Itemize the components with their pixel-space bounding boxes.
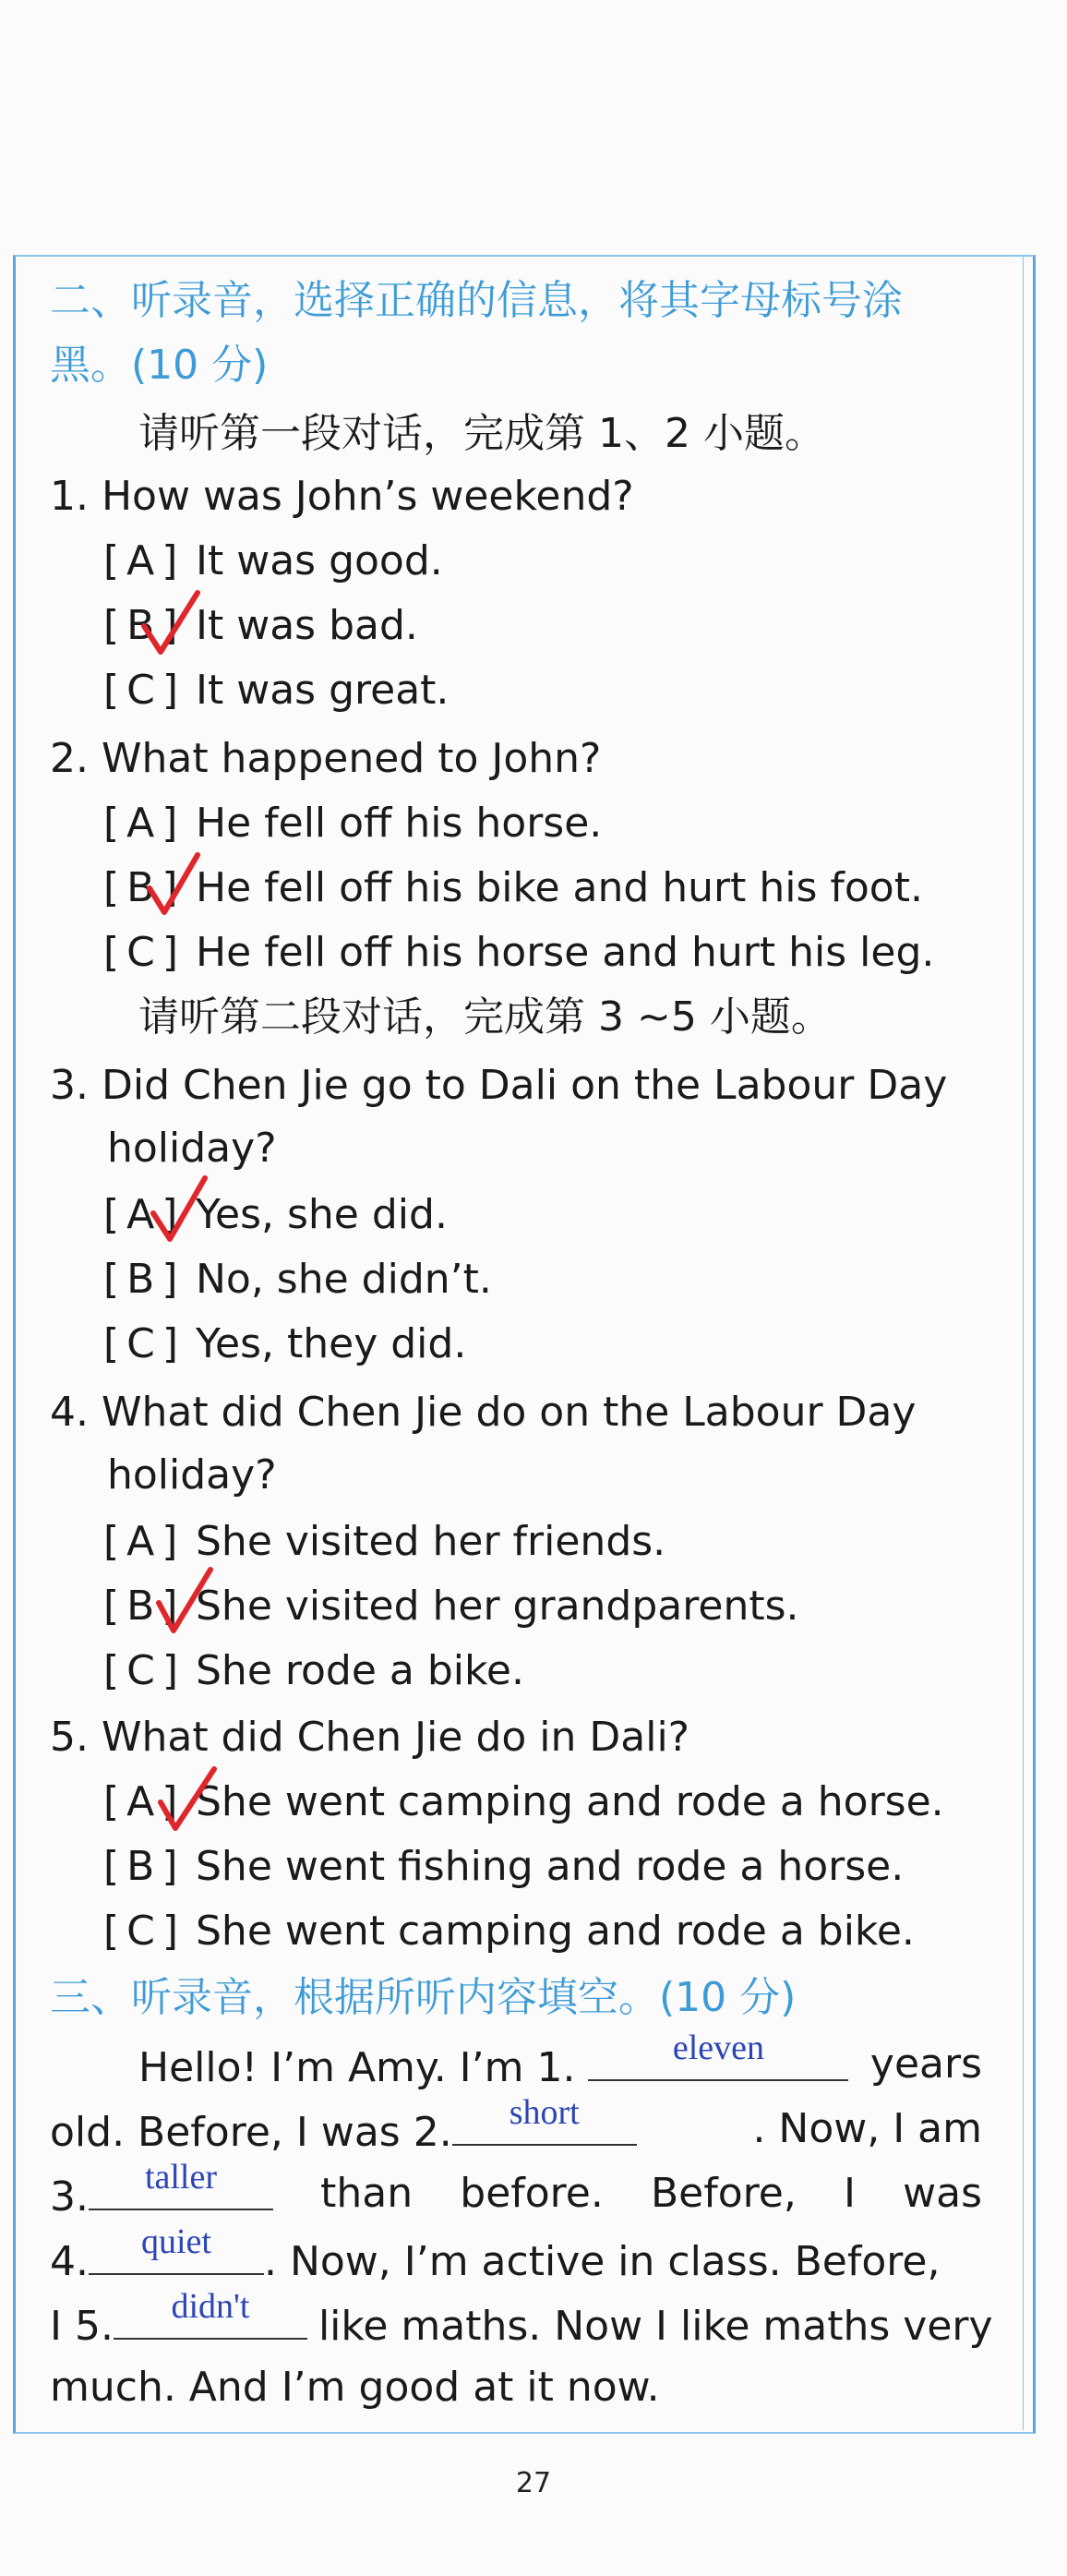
text: than <box>320 2170 414 2217</box>
option-label: [C] <box>103 1647 186 1694</box>
option-4c[interactable] <box>103 1643 524 1699</box>
answer-blank-3[interactable] <box>89 2158 273 2210</box>
option-5c[interactable] <box>103 1904 915 1959</box>
text: . Now, I’m active in class. Before, <box>263 2238 941 2285</box>
option-label: [A] <box>103 1191 186 1238</box>
answer-4: quiet <box>140 2222 211 2261</box>
text: was <box>903 2170 982 2217</box>
text: . Now, I am <box>752 2105 982 2152</box>
question-4-line2: holiday? <box>107 1451 277 1499</box>
option-label: [B] <box>103 1843 186 1890</box>
option-text: He fell off his bike and hurt his foot. <box>196 864 923 911</box>
question-3-line1 <box>50 1058 982 1113</box>
option-label: [A] <box>103 537 186 584</box>
option-5a[interactable] <box>103 1775 944 1830</box>
option-2a[interactable] <box>103 796 602 851</box>
text: I 5. <box>50 2303 114 2350</box>
answer-5: didn't <box>171 2287 250 2326</box>
answer-blank-4[interactable] <box>89 2222 264 2275</box>
option-label: [A] <box>103 800 186 847</box>
text: old. Before, I was 2. <box>50 2109 452 2156</box>
paragraph-line-5 <box>50 2287 993 2354</box>
question-4-line1 <box>50 1385 982 1440</box>
option-text: He fell off his horse. <box>196 800 603 847</box>
option-label: [B] <box>103 864 186 911</box>
paragraph-line-4 <box>50 2222 941 2290</box>
option-text: Yes, she did. <box>196 1191 448 1238</box>
option-2b[interactable] <box>103 861 923 916</box>
text: I <box>844 2170 856 2217</box>
option-text: She went fishing and rode a horse. <box>196 1843 905 1890</box>
paragraph-line-1 <box>138 2028 982 2096</box>
option-1a[interactable] <box>103 534 443 589</box>
answer-3: taller <box>144 2158 218 2197</box>
checkmark-icon <box>148 1174 212 1248</box>
option-label: [A] <box>103 1778 186 1825</box>
page-number: 27 <box>515 2467 552 2499</box>
option-label: [C] <box>103 667 186 714</box>
text: like maths. Now I like maths very <box>318 2303 993 2350</box>
answer-blank-1[interactable] <box>588 2028 848 2081</box>
option-label: [C] <box>103 1908 186 1955</box>
question-2: 2. What happened to John? <box>50 735 602 782</box>
answer-blank-5[interactable] <box>114 2287 307 2340</box>
paragraph-line-2 <box>50 2093 982 2161</box>
answer-2: short <box>509 2093 580 2132</box>
option-text: Yes, they did. <box>196 1320 467 1367</box>
option-label: [B] <box>103 602 186 649</box>
option-text: It was great. <box>196 667 450 714</box>
question-1: 1. How was John’s weekend? <box>50 473 634 520</box>
text: years <box>869 2040 982 2088</box>
frame-rule <box>1023 257 1024 2430</box>
option-text: It was good. <box>196 537 443 584</box>
question-5: 5. What did Chen Jie do in Dali? <box>50 1714 690 1761</box>
option-1c[interactable] <box>103 663 449 718</box>
option-label: [C] <box>103 929 186 976</box>
option-text: She went camping and rode a bike. <box>196 1908 915 1955</box>
text-segment <box>50 2093 637 2161</box>
checkmark-icon <box>155 1763 220 1837</box>
instruction-1: 请听第一段对话，完成第 1、2 小题。 <box>138 410 825 457</box>
option-label: [B] <box>103 1583 186 1630</box>
section-3-title: 三、听录音，根据所听内容填空。(10 分) <box>50 1974 797 2021</box>
question-text: 3. Did Chen Jie go to Dali on the Labour Day <box>50 1062 948 1109</box>
question-3-line2: holiday? <box>107 1125 277 1172</box>
option-label: [C] <box>103 1320 186 1367</box>
option-2c[interactable] <box>103 925 934 981</box>
option-label: [B] <box>103 1256 186 1303</box>
text: Before, <box>651 2170 797 2217</box>
paragraph-line-6: much. And I’m good at it now. <box>50 2364 660 2411</box>
text: 4. <box>50 2238 89 2285</box>
option-label: [A] <box>103 1518 186 1565</box>
option-text: No, she didn’t. <box>196 1256 492 1303</box>
option-text: She visited her grandparents. <box>196 1583 799 1630</box>
option-text: It was bad. <box>196 602 418 649</box>
option-text: She went camping and rode a horse. <box>196 1778 944 1825</box>
option-text: She visited her friends. <box>196 1518 666 1565</box>
text-segment <box>138 2028 848 2096</box>
option-3c[interactable] <box>103 1317 466 1372</box>
question-text: 4. What did Chen Jie do on the Labour Day <box>50 1389 917 1436</box>
checkmark-icon <box>153 1566 218 1640</box>
option-text: She rode a bike. <box>196 1647 524 1694</box>
paragraph-line-3 <box>50 2158 982 2225</box>
text-segment <box>50 2158 273 2225</box>
instruction-2: 请听第二段对话，完成第 3 ~5 小题。 <box>138 993 832 1041</box>
option-3b[interactable] <box>103 1252 492 1307</box>
text: Hello! I’m Amy. I’m 1. <box>138 2044 576 2091</box>
option-4a[interactable] <box>103 1514 665 1570</box>
option-5b[interactable] <box>103 1839 904 1895</box>
checkmark-icon <box>138 587 203 661</box>
checkmark-icon <box>144 849 209 923</box>
answer-blank-2[interactable] <box>452 2093 637 2146</box>
section-2-title-line1: 二、听录音，选择正确的信息，将其字母标号涂 <box>50 277 903 324</box>
section-2-title-line2: 黑。(10 分) <box>50 342 269 389</box>
text: 3. <box>50 2173 89 2221</box>
option-text: He fell off his horse and hurt his leg. <box>196 929 935 976</box>
answer-1: eleven <box>672 2028 765 2067</box>
text: before. <box>460 2170 604 2217</box>
